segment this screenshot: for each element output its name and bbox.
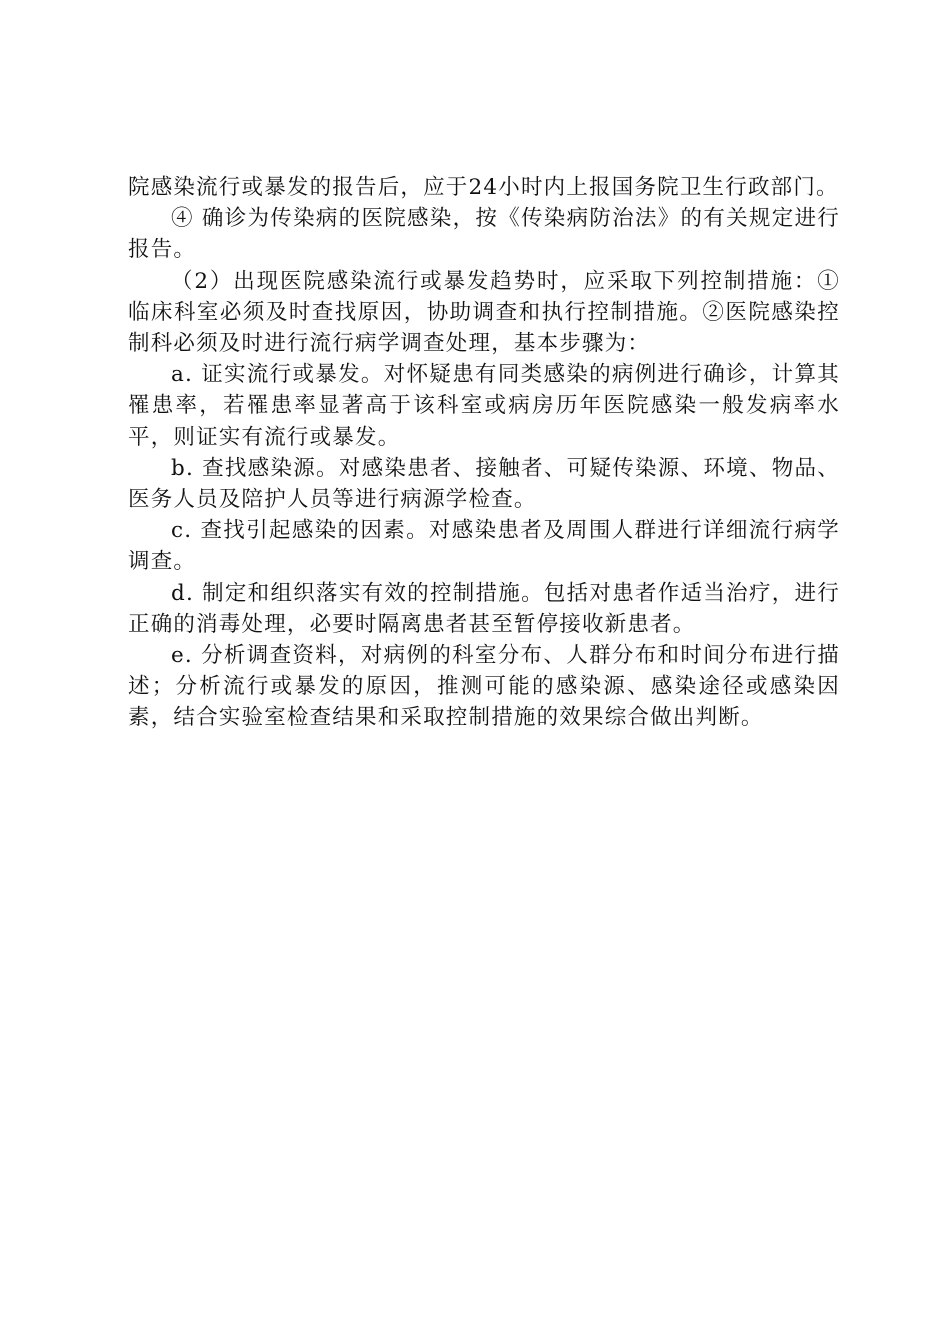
paragraph-outbreak-control-measures: （2）出现医院感染流行或暴发趋势时，应采取下列控制措施：①临床科室必须及时查找原因，协助调查和执行控制措施。②医院感染控制科必须及时进行流行病学调查处理，基本步骤为：	[128, 268, 840, 357]
paragraph-infectious-disease-report: ④ 确诊为传染病的医院感染，按《传染病防治法》的有关规定进行报告。	[128, 206, 840, 263]
paragraph-step-c: c. 查找引起感染的因素。对感染患者及周围人群进行详细流行病学调查。	[128, 518, 840, 575]
document-page	[128, 172, 840, 734]
paragraph-step-d: d. 制定和组织落实有效的控制措施。包括对患者作适当治疗，进行正确的消毒处理，必要时隔离患者甚至暂停接收新患者。	[128, 580, 840, 637]
paragraph-step-b: b. 查找感染源。对感染患者、接触者、可疑传染源、环境、物品、医务人员及陪护人员等进行病源学检查。	[128, 455, 840, 513]
paragraph-report-continuation: 院感染流行或暴发的报告后，应于24小时内上报国务院卫生行政部门。	[128, 175, 839, 200]
paragraph-step-e: e. 分析调查资料，对病例的科室分布、人群分布和时间分布进行描述；分析流行或暴发的原因，推测可能的感染源、感染途径或感染因素，结合实验室检查结果和采取控制措施的效果综合做出判断。	[128, 643, 840, 731]
paragraph-step-a: a. 证实流行或暴发。对怀疑患有同类感染的病例进行确诊，计算其罹患率，若罹患率显著高于该科室或病房历年医院感染一般发病率水平，则证实有流行或暴发。	[128, 362, 840, 450]
